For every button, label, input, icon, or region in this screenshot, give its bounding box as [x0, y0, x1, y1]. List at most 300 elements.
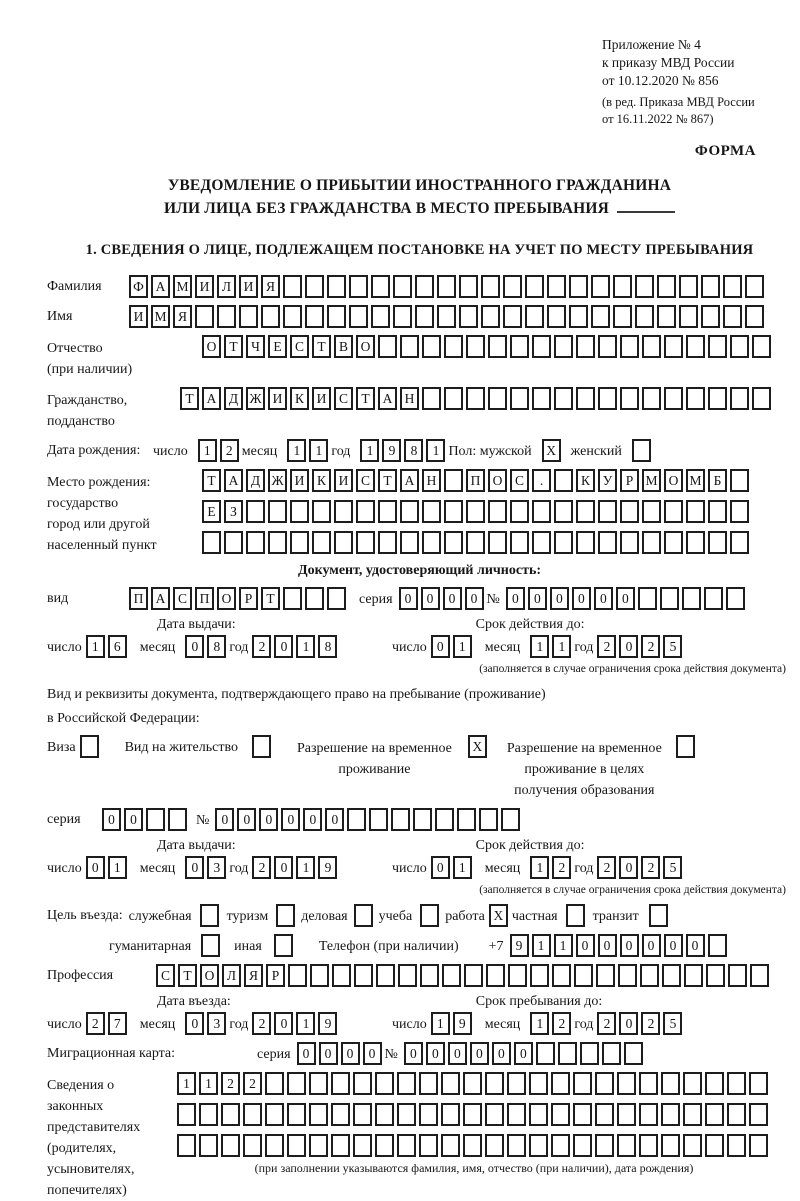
char-cell[interactable]	[554, 335, 573, 358]
char-cell[interactable]: Р	[620, 469, 639, 492]
char-cell[interactable]	[529, 1134, 548, 1157]
char-cell[interactable]	[397, 1103, 416, 1126]
char-cell[interactable]: Д	[224, 387, 243, 410]
purpose-business-checkbox[interactable]	[354, 904, 373, 927]
char-cell[interactable]: О	[217, 587, 236, 610]
char-cell[interactable]	[457, 808, 476, 831]
char-cell[interactable]	[422, 335, 441, 358]
char-cell[interactable]	[639, 1134, 658, 1157]
char-cell[interactable]	[503, 305, 522, 328]
char-cell[interactable]	[503, 275, 522, 298]
char-cell[interactable]: С	[290, 335, 309, 358]
char-cell[interactable]: 0	[102, 808, 121, 831]
char-cell[interactable]: О	[356, 335, 375, 358]
char-cell[interactable]: С	[156, 964, 175, 987]
char-cell[interactable]: 0	[303, 808, 322, 831]
char-cell[interactable]	[701, 305, 720, 328]
char-cell[interactable]	[573, 1072, 592, 1095]
char-cell[interactable]	[444, 469, 463, 492]
char-cell[interactable]	[400, 500, 419, 523]
char-cell[interactable]	[660, 587, 679, 610]
char-cell[interactable]	[617, 1134, 636, 1157]
char-cell[interactable]	[617, 1072, 636, 1095]
char-cell[interactable]: П	[466, 469, 485, 492]
char-cell[interactable]	[558, 1042, 577, 1065]
char-cell[interactable]	[485, 1134, 504, 1157]
char-cell[interactable]	[466, 387, 485, 410]
char-cell[interactable]	[331, 1072, 350, 1095]
char-cell[interactable]: А	[151, 587, 170, 610]
char-cell[interactable]	[312, 500, 331, 523]
char-cell[interactable]: О	[664, 469, 683, 492]
char-cell[interactable]: 2	[220, 439, 239, 462]
char-cell[interactable]	[576, 531, 595, 554]
char-cell[interactable]: 5	[663, 1012, 682, 1035]
char-cell[interactable]: С	[510, 469, 529, 492]
char-cell[interactable]: 1	[530, 635, 549, 658]
char-cell[interactable]: 0	[281, 808, 300, 831]
char-cell[interactable]	[243, 1134, 262, 1157]
char-cell[interactable]	[723, 305, 742, 328]
char-cell[interactable]	[661, 1072, 680, 1095]
char-cell[interactable]	[708, 934, 727, 957]
char-cell[interactable]	[554, 531, 573, 554]
char-cell[interactable]: 0	[426, 1042, 445, 1065]
char-cell[interactable]	[576, 500, 595, 523]
char-cell[interactable]: Т	[356, 387, 375, 410]
char-cell[interactable]	[525, 305, 544, 328]
char-cell[interactable]: 8	[404, 439, 423, 462]
char-cell[interactable]: 9	[382, 439, 401, 462]
purpose-work-checkbox[interactable]: X	[489, 904, 508, 927]
char-cell[interactable]	[265, 1103, 284, 1126]
char-cell[interactable]	[331, 1134, 350, 1157]
char-cell[interactable]	[642, 387, 661, 410]
char-cell[interactable]	[598, 335, 617, 358]
char-cell[interactable]	[168, 808, 187, 831]
char-cell[interactable]	[221, 1103, 240, 1126]
char-cell[interactable]	[551, 1134, 570, 1157]
char-cell[interactable]: 2	[252, 856, 271, 879]
char-cell[interactable]: 0	[620, 934, 639, 957]
char-cell[interactable]: М	[151, 305, 170, 328]
char-cell[interactable]	[356, 500, 375, 523]
title-blank-line[interactable]	[617, 199, 675, 213]
char-cell[interactable]: Т	[261, 587, 280, 610]
char-cell[interactable]	[397, 1134, 416, 1157]
char-cell[interactable]: 0	[297, 1042, 316, 1065]
char-cell[interactable]	[331, 1103, 350, 1126]
char-cell[interactable]: 2	[552, 856, 571, 879]
char-cell[interactable]	[573, 1134, 592, 1157]
char-cell[interactable]	[591, 305, 610, 328]
char-cell[interactable]	[146, 808, 165, 831]
char-cell[interactable]	[265, 1134, 284, 1157]
char-cell[interactable]: 0	[274, 856, 293, 879]
char-cell[interactable]	[701, 275, 720, 298]
char-cell[interactable]	[620, 500, 639, 523]
char-cell[interactable]	[485, 1103, 504, 1126]
char-cell[interactable]	[705, 1072, 724, 1095]
sex-male-checkbox[interactable]: X	[542, 439, 561, 462]
char-cell[interactable]	[728, 964, 747, 987]
char-cell[interactable]: 0	[465, 587, 484, 610]
char-cell[interactable]	[705, 1134, 724, 1157]
char-cell[interactable]: 1	[287, 439, 306, 462]
char-cell[interactable]	[441, 1103, 460, 1126]
char-cell[interactable]	[283, 275, 302, 298]
char-cell[interactable]	[459, 275, 478, 298]
char-cell[interactable]: 2	[597, 856, 616, 879]
char-cell[interactable]	[419, 1103, 438, 1126]
char-cell[interactable]	[265, 1072, 284, 1095]
char-cell[interactable]	[391, 808, 410, 831]
char-cell[interactable]	[598, 531, 617, 554]
char-cell[interactable]	[422, 387, 441, 410]
char-cell[interactable]: Д	[246, 469, 265, 492]
char-cell[interactable]	[349, 275, 368, 298]
char-cell[interactable]: 1	[453, 856, 472, 879]
char-cell[interactable]: 0	[431, 856, 450, 879]
char-cell[interactable]: 0	[274, 635, 293, 658]
char-cell[interactable]: 7	[108, 1012, 127, 1035]
char-cell[interactable]: 0	[619, 1012, 638, 1035]
char-cell[interactable]	[459, 305, 478, 328]
char-cell[interactable]: 0	[619, 856, 638, 879]
char-cell[interactable]: Я	[173, 305, 192, 328]
char-cell[interactable]: 3	[207, 856, 226, 879]
char-cell[interactable]: 0	[443, 587, 462, 610]
char-cell[interactable]: 3	[207, 1012, 226, 1035]
char-cell[interactable]	[679, 275, 698, 298]
char-cell[interactable]	[532, 500, 551, 523]
char-cell[interactable]	[353, 1134, 372, 1157]
char-cell[interactable]: 2	[641, 1012, 660, 1035]
char-cell[interactable]	[268, 531, 287, 554]
char-cell[interactable]	[353, 1072, 372, 1095]
char-cell[interactable]	[598, 387, 617, 410]
char-cell[interactable]	[485, 1072, 504, 1095]
char-cell[interactable]: 1	[554, 934, 573, 957]
char-cell[interactable]: 1	[198, 439, 217, 462]
char-cell[interactable]	[752, 335, 771, 358]
char-cell[interactable]	[435, 808, 454, 831]
char-cell[interactable]	[349, 305, 368, 328]
char-cell[interactable]: Р	[266, 964, 285, 987]
char-cell[interactable]: И	[312, 387, 331, 410]
char-cell[interactable]	[684, 964, 703, 987]
char-cell[interactable]	[551, 1103, 570, 1126]
char-cell[interactable]	[419, 1072, 438, 1095]
char-cell[interactable]	[657, 305, 676, 328]
char-cell[interactable]	[554, 469, 573, 492]
char-cell[interactable]: С	[334, 387, 353, 410]
char-cell[interactable]	[309, 1134, 328, 1157]
char-cell[interactable]	[356, 531, 375, 554]
char-cell[interactable]	[397, 1072, 416, 1095]
char-cell[interactable]	[613, 275, 632, 298]
char-cell[interactable]	[552, 964, 571, 987]
char-cell[interactable]	[576, 335, 595, 358]
char-cell[interactable]	[662, 964, 681, 987]
char-cell[interactable]	[686, 387, 705, 410]
char-cell[interactable]: 2	[552, 1012, 571, 1035]
char-cell[interactable]	[554, 500, 573, 523]
char-cell[interactable]	[705, 1103, 724, 1126]
char-cell[interactable]	[466, 531, 485, 554]
char-cell[interactable]: 9	[510, 934, 529, 957]
char-cell[interactable]	[400, 531, 419, 554]
char-cell[interactable]	[576, 387, 595, 410]
char-cell[interactable]	[378, 531, 397, 554]
char-cell[interactable]	[309, 1103, 328, 1126]
char-cell[interactable]	[686, 500, 705, 523]
char-cell[interactable]: 0	[185, 635, 204, 658]
char-cell[interactable]	[283, 305, 302, 328]
char-cell[interactable]	[708, 531, 727, 554]
char-cell[interactable]	[376, 964, 395, 987]
char-cell[interactable]: 0	[528, 587, 547, 610]
char-cell[interactable]: 1	[431, 1012, 450, 1035]
char-cell[interactable]	[177, 1134, 196, 1157]
char-cell[interactable]: 0	[86, 856, 105, 879]
char-cell[interactable]	[510, 335, 529, 358]
char-cell[interactable]: 2	[597, 635, 616, 658]
char-cell[interactable]: И	[268, 387, 287, 410]
char-cell[interactable]: 0	[431, 635, 450, 658]
purpose-transit-checkbox[interactable]	[649, 904, 668, 927]
char-cell[interactable]: 5	[663, 635, 682, 658]
char-cell[interactable]	[378, 500, 397, 523]
char-cell[interactable]	[347, 808, 366, 831]
purpose-private-checkbox[interactable]	[566, 904, 585, 927]
char-cell[interactable]	[375, 1103, 394, 1126]
char-cell[interactable]: 0	[616, 587, 635, 610]
char-cell[interactable]	[507, 1103, 526, 1126]
char-cell[interactable]: 0	[664, 934, 683, 957]
char-cell[interactable]: И	[195, 275, 214, 298]
char-cell[interactable]: 1	[453, 635, 472, 658]
char-cell[interactable]	[437, 275, 456, 298]
char-cell[interactable]	[442, 964, 461, 987]
char-cell[interactable]	[708, 387, 727, 410]
char-cell[interactable]	[569, 275, 588, 298]
char-cell[interactable]: 1	[199, 1072, 218, 1095]
visa-checkbox[interactable]	[80, 735, 99, 758]
char-cell[interactable]: Ф	[129, 275, 148, 298]
char-cell[interactable]: 0	[448, 1042, 467, 1065]
char-cell[interactable]	[745, 305, 764, 328]
char-cell[interactable]: 2	[252, 635, 271, 658]
char-cell[interactable]	[529, 1103, 548, 1126]
char-cell[interactable]	[620, 531, 639, 554]
char-cell[interactable]: 0	[686, 934, 705, 957]
char-cell[interactable]: 0	[237, 808, 256, 831]
char-cell[interactable]	[752, 387, 771, 410]
char-cell[interactable]	[507, 1072, 526, 1095]
char-cell[interactable]: И	[129, 305, 148, 328]
char-cell[interactable]	[371, 305, 390, 328]
char-cell[interactable]: 0	[492, 1042, 511, 1065]
char-cell[interactable]: П	[129, 587, 148, 610]
char-cell[interactable]: М	[642, 469, 661, 492]
char-cell[interactable]	[177, 1103, 196, 1126]
char-cell[interactable]	[441, 1072, 460, 1095]
char-cell[interactable]	[547, 275, 566, 298]
char-cell[interactable]: 0	[319, 1042, 338, 1065]
char-cell[interactable]	[591, 275, 610, 298]
char-cell[interactable]	[547, 305, 566, 328]
char-cell[interactable]	[574, 964, 593, 987]
char-cell[interactable]	[375, 1134, 394, 1157]
char-cell[interactable]	[334, 500, 353, 523]
char-cell[interactable]	[749, 1103, 768, 1126]
char-cell[interactable]	[635, 305, 654, 328]
char-cell[interactable]	[444, 531, 463, 554]
char-cell[interactable]: 0	[576, 934, 595, 957]
char-cell[interactable]: 0	[598, 934, 617, 957]
char-cell[interactable]	[510, 500, 529, 523]
char-cell[interactable]	[288, 964, 307, 987]
char-cell[interactable]: 1	[530, 856, 549, 879]
char-cell[interactable]: М	[686, 469, 705, 492]
char-cell[interactable]	[310, 964, 329, 987]
char-cell[interactable]	[657, 275, 676, 298]
char-cell[interactable]: 2	[252, 1012, 271, 1035]
char-cell[interactable]	[481, 305, 500, 328]
char-cell[interactable]	[727, 1103, 746, 1126]
char-cell[interactable]	[595, 1103, 614, 1126]
char-cell[interactable]	[686, 531, 705, 554]
char-cell[interactable]: П	[195, 587, 214, 610]
char-cell[interactable]: Т	[378, 469, 397, 492]
char-cell[interactable]: А	[400, 469, 419, 492]
char-cell[interactable]	[463, 1072, 482, 1095]
char-cell[interactable]	[268, 500, 287, 523]
char-cell[interactable]	[620, 387, 639, 410]
char-cell[interactable]	[569, 305, 588, 328]
char-cell[interactable]: М	[173, 275, 192, 298]
char-cell[interactable]	[642, 500, 661, 523]
char-cell[interactable]: Л	[222, 964, 241, 987]
char-cell[interactable]: Л	[217, 275, 236, 298]
char-cell[interactable]: 1	[296, 856, 315, 879]
sex-female-checkbox[interactable]	[632, 439, 651, 462]
char-cell[interactable]	[419, 1134, 438, 1157]
char-cell[interactable]	[683, 1072, 702, 1095]
char-cell[interactable]	[635, 275, 654, 298]
char-cell[interactable]	[525, 275, 544, 298]
char-cell[interactable]: 0	[185, 856, 204, 879]
char-cell[interactable]: Н	[422, 469, 441, 492]
char-cell[interactable]	[398, 964, 417, 987]
char-cell[interactable]: 1	[296, 635, 315, 658]
char-cell[interactable]	[679, 305, 698, 328]
char-cell[interactable]: 0	[325, 808, 344, 831]
char-cell[interactable]	[221, 1134, 240, 1157]
char-cell[interactable]: 0	[124, 808, 143, 831]
char-cell[interactable]	[749, 1072, 768, 1095]
char-cell[interactable]: 1	[296, 1012, 315, 1035]
char-cell[interactable]	[706, 964, 725, 987]
char-cell[interactable]	[750, 964, 769, 987]
char-cell[interactable]: 8	[207, 635, 226, 658]
temp-residence-checkbox[interactable]: X	[468, 735, 487, 758]
char-cell[interactable]: 0	[550, 587, 569, 610]
char-cell[interactable]	[596, 964, 615, 987]
char-cell[interactable]	[618, 964, 637, 987]
char-cell[interactable]	[464, 964, 483, 987]
char-cell[interactable]: 0	[642, 934, 661, 957]
char-cell[interactable]	[420, 964, 439, 987]
char-cell[interactable]	[488, 387, 507, 410]
char-cell[interactable]	[723, 275, 742, 298]
char-cell[interactable]	[510, 531, 529, 554]
char-cell[interactable]	[444, 500, 463, 523]
char-cell[interactable]: 0	[404, 1042, 423, 1065]
char-cell[interactable]	[481, 275, 500, 298]
char-cell[interactable]	[682, 587, 701, 610]
char-cell[interactable]	[290, 531, 309, 554]
char-cell[interactable]	[639, 1103, 658, 1126]
char-cell[interactable]	[305, 587, 324, 610]
char-cell[interactable]	[422, 531, 441, 554]
char-cell[interactable]	[261, 305, 280, 328]
char-cell[interactable]: В	[334, 335, 353, 358]
char-cell[interactable]: Я	[261, 275, 280, 298]
char-cell[interactable]	[530, 964, 549, 987]
char-cell[interactable]	[664, 335, 683, 358]
char-cell[interactable]: 1	[532, 934, 551, 957]
char-cell[interactable]	[595, 1134, 614, 1157]
char-cell[interactable]: С	[356, 469, 375, 492]
char-cell[interactable]	[661, 1103, 680, 1126]
char-cell[interactable]	[726, 587, 745, 610]
char-cell[interactable]	[536, 1042, 555, 1065]
char-cell[interactable]	[354, 964, 373, 987]
char-cell[interactable]	[664, 531, 683, 554]
char-cell[interactable]: Т	[224, 335, 243, 358]
char-cell[interactable]	[488, 335, 507, 358]
char-cell[interactable]: О	[200, 964, 219, 987]
char-cell[interactable]	[617, 1103, 636, 1126]
char-cell[interactable]	[479, 808, 498, 831]
char-cell[interactable]: 1	[360, 439, 379, 462]
char-cell[interactable]: 9	[453, 1012, 472, 1035]
char-cell[interactable]: 2	[641, 856, 660, 879]
char-cell[interactable]: .	[532, 469, 551, 492]
char-cell[interactable]	[422, 500, 441, 523]
char-cell[interactable]	[686, 335, 705, 358]
char-cell[interactable]	[287, 1072, 306, 1095]
char-cell[interactable]	[437, 305, 456, 328]
char-cell[interactable]	[466, 335, 485, 358]
char-cell[interactable]	[730, 387, 749, 410]
char-cell[interactable]	[507, 1134, 526, 1157]
char-cell[interactable]	[727, 1134, 746, 1157]
char-cell[interactable]: 0	[215, 808, 234, 831]
char-cell[interactable]: 1	[108, 856, 127, 879]
char-cell[interactable]: А	[151, 275, 170, 298]
char-cell[interactable]: 9	[318, 856, 337, 879]
char-cell[interactable]	[730, 531, 749, 554]
char-cell[interactable]: 0	[421, 587, 440, 610]
char-cell[interactable]	[369, 808, 388, 831]
char-cell[interactable]: А	[224, 469, 243, 492]
char-cell[interactable]	[683, 1103, 702, 1126]
char-cell[interactable]	[217, 305, 236, 328]
char-cell[interactable]	[664, 500, 683, 523]
